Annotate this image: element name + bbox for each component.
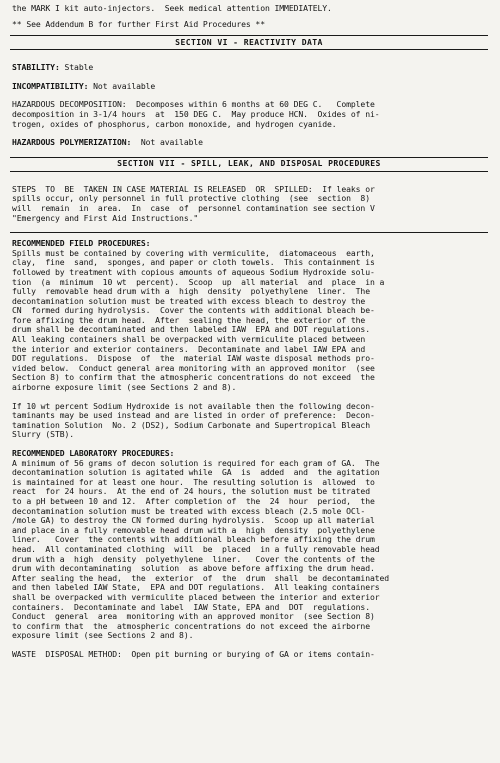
paragraph-line: DOT regulations. Dispose of the material IAW waste disposal methods pro- — [12, 354, 375, 364]
paragraph-line: A minimum of 56 grams of decon solution is required for each gram of GA. The — [12, 458, 380, 468]
paragraph-line: decontamination solution is agitated while GA is added and the agitation — [12, 468, 380, 478]
paragraph-line: spills occur, only personnel in full protective clothing (see section 8) — [12, 194, 370, 204]
stability-value: Stable — [64, 63, 94, 73]
paragraph-line: followed by treatment with copious amounts of aqueous Sodium Hydroxide solu- — [12, 267, 375, 277]
stability-row — [12, 63, 486, 73]
paragraph-line: to a pH between 10 and 12. After completion of the 24 hour period, the — [12, 496, 375, 506]
decomposition-line: decomposition in 3-1/4 hours at 150 DEG C. May produce HCN. Oxides of ni- — [12, 109, 380, 119]
paragraph-line: clay, fine sand, sponges, and paper or cloth towels. This containment is — [12, 258, 375, 268]
paragraph-line: drum shall be decontaminated and then labeled IAW EPA and DOT regulations. — [12, 325, 370, 335]
paragraph-line: and then labeled IAW State, EPA and DOT regulations. All leaking containers — [12, 583, 380, 593]
paragraph-line: tion (a minimum 10 wt percent). Scoop up all material and place in a — [12, 277, 385, 287]
paragraph-line: taminants may be used instead and are listed in order of preference: Decon- — [12, 411, 375, 421]
polymerization-row — [12, 138, 486, 148]
addendum-note: ** See Addendum B for further First Aid Procedures ** — [12, 19, 265, 29]
first-aid-continuation-line: the MARK I kit auto-injectors. Seek medical attention IMMEDIATELY. — [12, 4, 332, 13]
field-procedures-heading: RECOMMENDED FIELD PROCEDURES: — [12, 239, 151, 249]
alternate-decontaminants-paragraph — [12, 402, 486, 440]
section-6-heading — [12, 36, 486, 49]
field-procedures-paragraph — [12, 249, 486, 393]
paragraph-line: airborne exposure limit (see Sections 2 and 8). — [12, 383, 237, 393]
paragraph-line: Conduct general area monitoring with an approved monitor (see Section 8) — [12, 612, 375, 622]
polymerization-label: HAZARDOUS POLYMERIZATION: — [12, 138, 132, 148]
paragraph-line: STEPS TO BE TAKEN IN CASE MATERIAL IS RELEASED OR SPILLED: If leaks or — [12, 184, 375, 194]
paragraph-line: and place in a fully removable head drum with a high density polyethylene — [12, 525, 375, 535]
incompatibility-value: Not available — [93, 81, 156, 91]
paragraph-line: /mole GA) to destroy the CN formed during hydrolysis. Scoop up all material — [12, 516, 375, 526]
paragraph-line: Slurry (STB). — [12, 430, 75, 440]
waste-disposal-line: WASTE DISPOSAL METHOD: Open pit burning or burying of GA or items contain- — [12, 649, 375, 659]
decomposition-line: HAZARDOUS DECOMPOSITION: Decomposes within 6 months at 60 DEG C. Complete — [12, 100, 375, 110]
paragraph-line: fully removable head drum with a high density polyethylene liner. The — [12, 287, 370, 297]
paragraph-line: If 10 wt percent Sodium Hydroxide is not available then the following decon- — [12, 401, 375, 411]
paragraph-line: liner. Cover the contents with additional bleach before affixing the drum — [12, 535, 375, 545]
lab-procedures-heading: RECOMMENDED LABORATORY PROCEDURES: — [12, 449, 175, 458]
paragraph-line: react for 24 hours. At the end of 24 hours, the solution must be titrated — [12, 487, 370, 497]
paragraph-line: Spills must be contained by covering with vermiculite, diatomaceous earth, — [12, 248, 375, 258]
lab-procedures-paragraph — [12, 459, 486, 641]
decomposition-line: trogen, oxides of phosphorus, carbon monoxide, and hydrogen cyanide. — [12, 119, 337, 129]
stability-label: STABILITY: — [12, 63, 60, 73]
incompatibility-label: INCOMPATIBILITY: — [12, 81, 89, 91]
section-6-title: SECTION VI - REACTIVITY DATA — [175, 36, 323, 47]
paragraph-line: drum with a high density polyethylene liner. Cover the contents of the — [12, 554, 375, 564]
section-7-title: SECTION VII - SPILL, LEAK, AND DISPOSAL PROCEDURES — [117, 158, 381, 169]
paragraph-line: decontamination solution must be treated with excess bleach (2.5 mole OCl- — [12, 506, 366, 516]
paragraph-line: drum with decontaminating solution as above before affixing the drum head. — [12, 564, 375, 574]
paragraph-line: "Emergency and First Aid Instructions." — [12, 213, 199, 223]
incompatibility-row — [12, 82, 486, 92]
paragraph-line: After sealing the head, the exterior of the drum shall be decontaminated — [12, 573, 390, 583]
paragraph-line: All leaking containers shall be overpacked with vermiculite placed between — [12, 335, 366, 345]
paragraph-line: the interior and exterior containers. Decontaminate and label IAW EPA and — [12, 344, 366, 354]
paragraph-line: decontamination solution must be treated with excess bleach to destroy the — [12, 296, 366, 306]
paragraph-line: will remain in area. In case of personnel contamination see section V — [12, 203, 375, 213]
paragraph-line: fore affixing the drum head. After sealing the head, the exterior of the — [12, 315, 366, 325]
paragraph-line: CN formed during hydrolysis. Cover the contents with additional bleach be- — [12, 306, 375, 316]
polymerization-value: Not available — [140, 138, 203, 148]
paragraph-line: vided below. Conduct general area monitoring with an approved monitor (see — [12, 363, 375, 373]
paragraph-line: is maintained for at least one hour. The resulting solution is allowed to — [12, 477, 375, 487]
paragraph-line: containers. Decontaminate and label IAW State, EPA and DOT regulations. — [12, 602, 370, 612]
paragraph-line: tamination Solution No. 2 (DS2), Sodium Carbonate and Supertropical Bleach — [12, 420, 370, 430]
release-steps-paragraph — [12, 185, 486, 223]
paragraph-line: head. All contaminated clothing will be placed in a fully removable head — [12, 544, 380, 554]
paragraph-line: to confirm that the atmospheric concentrations do not exceed the airborne — [12, 621, 370, 631]
paragraph-line: Section 8) to confirm that the atmospheric concentrations do not exceed the — [12, 373, 375, 383]
paragraph-line: shall be overpacked with vermiculite placed between the interior and exterior — [12, 592, 380, 602]
paragraph-line: exposure limit (see Sections 2 and 8). — [12, 631, 194, 641]
section-7-heading — [12, 158, 486, 171]
